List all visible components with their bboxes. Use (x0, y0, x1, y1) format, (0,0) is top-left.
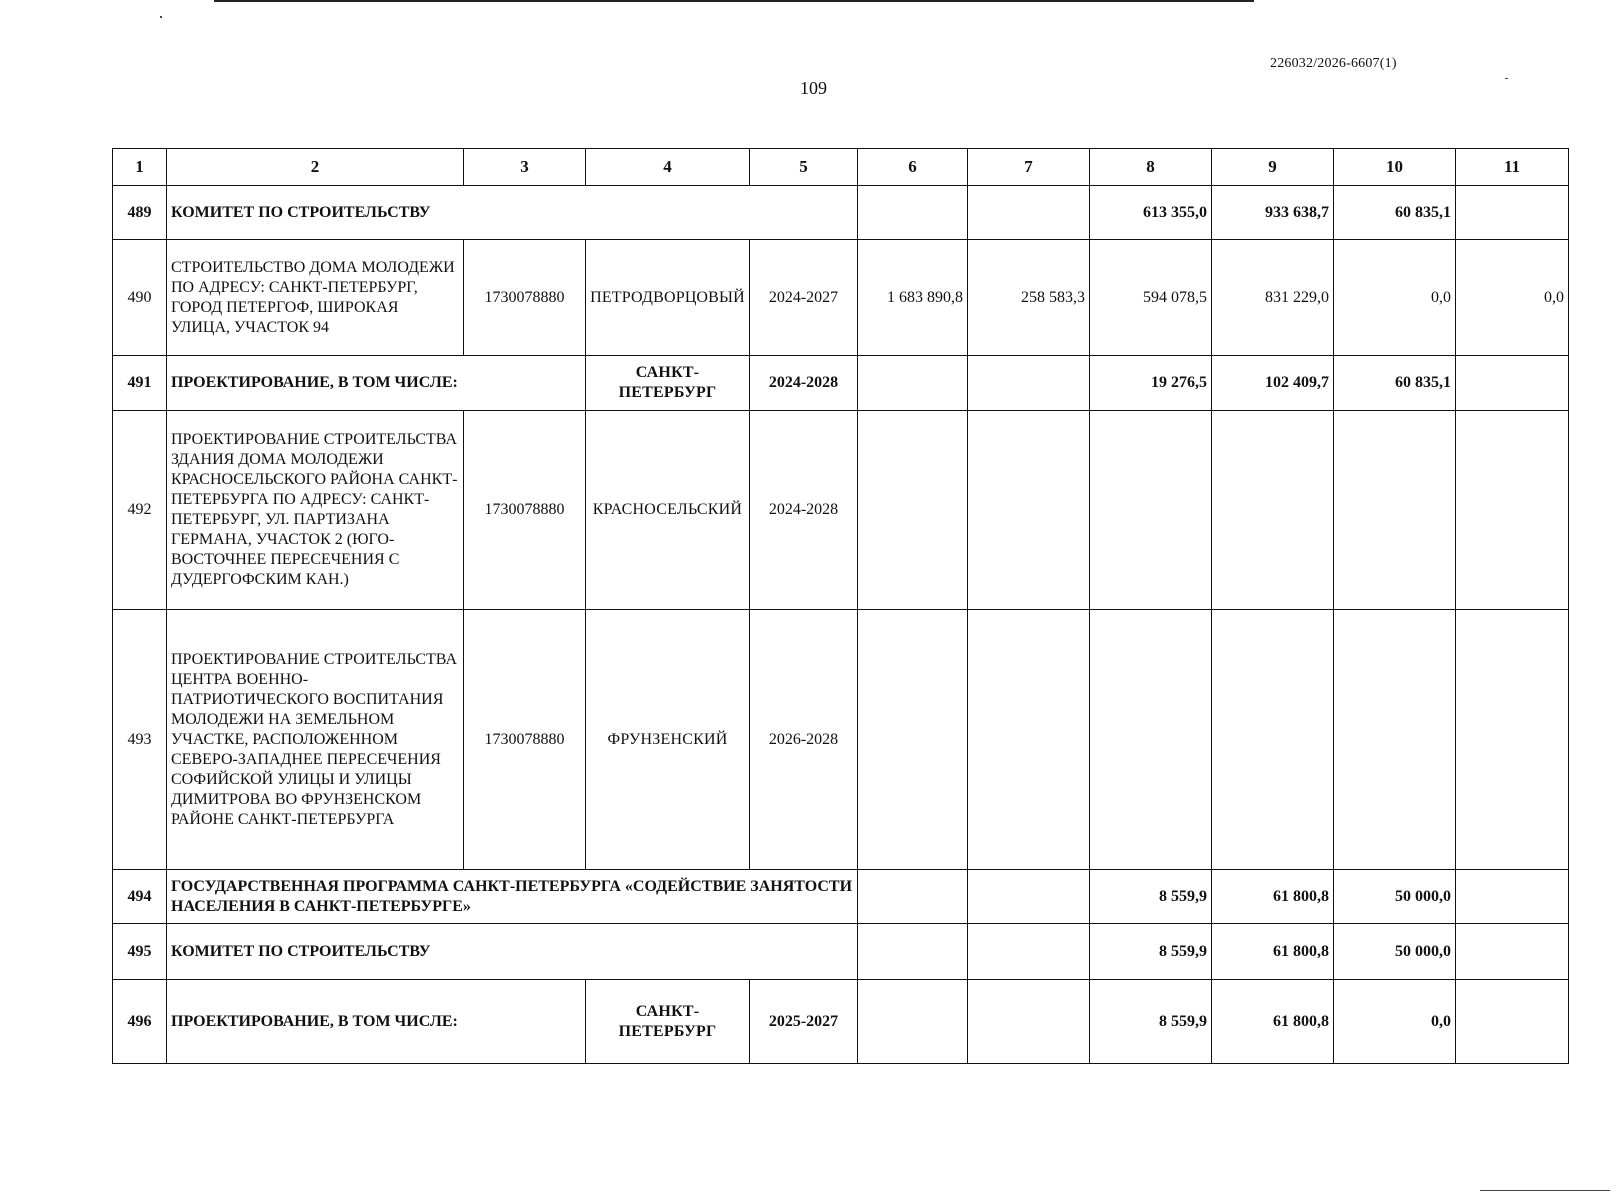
cell-district: ФРУНЗЕНСКИЙ (586, 610, 750, 870)
cell-col10: 50 000,0 (1334, 924, 1456, 980)
cell-empty (858, 610, 968, 870)
cell-empty (1090, 411, 1212, 610)
cell-period: 2024-2027 (750, 240, 858, 356)
table-row (113, 240, 1569, 356)
cell-col10: 60 835,1 (1334, 356, 1456, 411)
cell-empty (968, 356, 1090, 411)
table-row (113, 186, 1569, 240)
cell-col8: 613 355,0 (1090, 186, 1212, 240)
cell-col9: 933 638,7 (1212, 186, 1334, 240)
cell-col8: 594 078,5 (1090, 240, 1212, 356)
row-title: ПРОЕКТИРОВАНИЕ, В ТОМ ЧИСЛЕ: (167, 356, 586, 411)
cell-col10: 0,0 (1334, 240, 1456, 356)
cell-empty (968, 980, 1090, 1064)
cell-empty (968, 870, 1090, 924)
column-header: 2 (167, 149, 464, 186)
cell-empty (858, 356, 968, 411)
cell-empty (858, 870, 968, 924)
page-number: 109 (800, 78, 827, 98)
table-row (113, 356, 1569, 411)
cell-col8: 8 559,9 (1090, 870, 1212, 924)
row-title: ПРОЕКТИРОВАНИЕ, В ТОМ ЧИСЛЕ: (167, 980, 586, 1064)
cell-empty (1456, 980, 1569, 1064)
row-number: 494 (113, 870, 167, 924)
row-title: ГОСУДАРСТВЕННАЯ ПРОГРАММА САНКТ-ПЕТЕРБУРГА «СОДЕЙСТВИЕ ЗАНЯТОСТИ НАСЕЛЕНИЯ В САНКТ-ПЕТЕРБУРГЕ» (167, 870, 858, 924)
row-number: 495 (113, 924, 167, 980)
cell-empty (1212, 610, 1334, 870)
column-header: 5 (750, 149, 858, 186)
cell-district: САНКТ-ПЕТЕРБУРГ (586, 980, 750, 1064)
column-header: 9 (1212, 149, 1334, 186)
row-title: КОМИТЕТ ПО СТРОИТЕЛЬСТВУ (167, 186, 858, 240)
cell-district: КРАСНОСЕЛЬСКИЙ (586, 411, 750, 610)
table-row (113, 924, 1569, 980)
cell-col9: 61 800,8 (1212, 924, 1334, 980)
cell-empty (1212, 411, 1334, 610)
cell-empty (1456, 186, 1569, 240)
cell-col10: 0,0 (1334, 980, 1456, 1064)
column-header: 10 (1334, 149, 1456, 186)
row-number: 491 (113, 356, 167, 411)
scan-speck (1505, 78, 1508, 79)
cell-col10: 50 000,0 (1334, 870, 1456, 924)
row-number: 493 (113, 610, 167, 870)
cell-district: ПЕТРОДВОРЦОВЫЙ (586, 240, 750, 356)
row-title: КОМИТЕТ ПО СТРОИТЕЛЬСТВУ (167, 924, 858, 980)
cell-code: 1730078880 (464, 610, 586, 870)
cell-empty (968, 610, 1090, 870)
table-row (113, 411, 1569, 610)
scan-speck (160, 16, 162, 18)
cell-empty (1456, 356, 1569, 411)
cell-col10: 60 835,1 (1334, 186, 1456, 240)
column-header: 11 (1456, 149, 1569, 186)
column-header: 1 (113, 149, 167, 186)
column-header: 7 (968, 149, 1090, 186)
cell-empty (968, 924, 1090, 980)
row-number: 489 (113, 186, 167, 240)
table-header-row (113, 149, 1569, 186)
column-header: 8 (1090, 149, 1212, 186)
column-header: 3 (464, 149, 586, 186)
cell-empty (968, 411, 1090, 610)
cell-code: 1730078880 (464, 240, 586, 356)
cell-col9: 61 800,8 (1212, 870, 1334, 924)
column-header: 4 (586, 149, 750, 186)
cell-col9: 831 229,0 (1212, 240, 1334, 356)
cell-col9: 102 409,7 (1212, 356, 1334, 411)
table-row (113, 610, 1569, 870)
scan-speck (1480, 1190, 1610, 1191)
budget-table (112, 148, 1569, 1064)
object-name: ПРОЕКТИРОВАНИЕ СТРОИТЕЛЬСТВА ЗДАНИЯ ДОМА МОЛОДЕЖИ КРАСНОСЕЛЬСКОГО РАЙОНА САНКТ-ПЕТЕРБУРГА ПО АДРЕСУ: САНКТ-ПЕТЕРБУРГ, УЛ. ПАРТИЗАНА ГЕРМАНА, УЧАСТОК 2 (ЮГО-ВОСТОЧНЕЕ ПЕРЕСЕЧЕНИЯ С ДУДЕРГОФСКИМ КАН.) (167, 411, 464, 610)
cell-empty (858, 924, 968, 980)
cell-empty (1334, 610, 1456, 870)
scan-edge-line (214, 0, 1254, 2)
cell-empty (1456, 411, 1569, 610)
cell-code: 1730078880 (464, 411, 586, 610)
row-number: 496 (113, 980, 167, 1064)
cell-period: 2024-2028 (750, 411, 858, 610)
row-number: 492 (113, 411, 167, 610)
cell-empty (1090, 610, 1212, 870)
cell-col11: 0,0 (1456, 240, 1569, 356)
cell-period: 2026-2028 (750, 610, 858, 870)
row-number: 490 (113, 240, 167, 356)
cell-empty (1456, 870, 1569, 924)
cell-col7: 258 583,3 (968, 240, 1090, 356)
cell-col8: 8 559,9 (1090, 980, 1212, 1064)
cell-period: 2024-2028 (750, 356, 858, 411)
column-header: 6 (858, 149, 968, 186)
cell-district: САНКТ-ПЕТЕРБУРГ (586, 356, 750, 411)
cell-col8: 19 276,5 (1090, 356, 1212, 411)
cell-period: 2025-2027 (750, 980, 858, 1064)
cell-empty (858, 411, 968, 610)
cell-empty (858, 980, 968, 1064)
cell-col6: 1 683 890,8 (858, 240, 968, 356)
table-row (113, 870, 1569, 924)
table-row (113, 980, 1569, 1064)
cell-col8: 8 559,9 (1090, 924, 1212, 980)
cell-empty (1334, 411, 1456, 610)
object-name: ПРОЕКТИРОВАНИЕ СТРОИТЕЛЬСТВА ЦЕНТРА ВОЕННО-ПАТРИОТИЧЕСКОГО ВОСПИТАНИЯ МОЛОДЕЖИ НА ЗЕМЕЛЬНОМ УЧАСТКЕ, РАСПОЛОЖЕННОМ СЕВЕРО-ЗАПАДНЕЕ ПЕРЕСЕЧЕНИЯ СОФИЙСКОЙ УЛИЦЫ И УЛИЦЫ ДИМИТРОВА ВО ФРУНЗЕНСКОМ РАЙОНЕ САНКТ-ПЕТЕРБУРГА (167, 610, 464, 870)
cell-empty (1456, 610, 1569, 870)
object-name: СТРОИТЕЛЬСТВО ДОМА МОЛОДЕЖИ ПО АДРЕСУ: САНКТ-ПЕТЕРБУРГ, ГОРОД ПЕТЕРГОФ, ШИРОКАЯ УЛИЦА, УЧАСТОК 94 (167, 240, 464, 356)
document-id: 226032/2026-6607(1) (1270, 56, 1397, 71)
cell-empty (858, 186, 968, 240)
cell-empty (968, 186, 1090, 240)
cell-col9: 61 800,8 (1212, 980, 1334, 1064)
cell-empty (1456, 924, 1569, 980)
